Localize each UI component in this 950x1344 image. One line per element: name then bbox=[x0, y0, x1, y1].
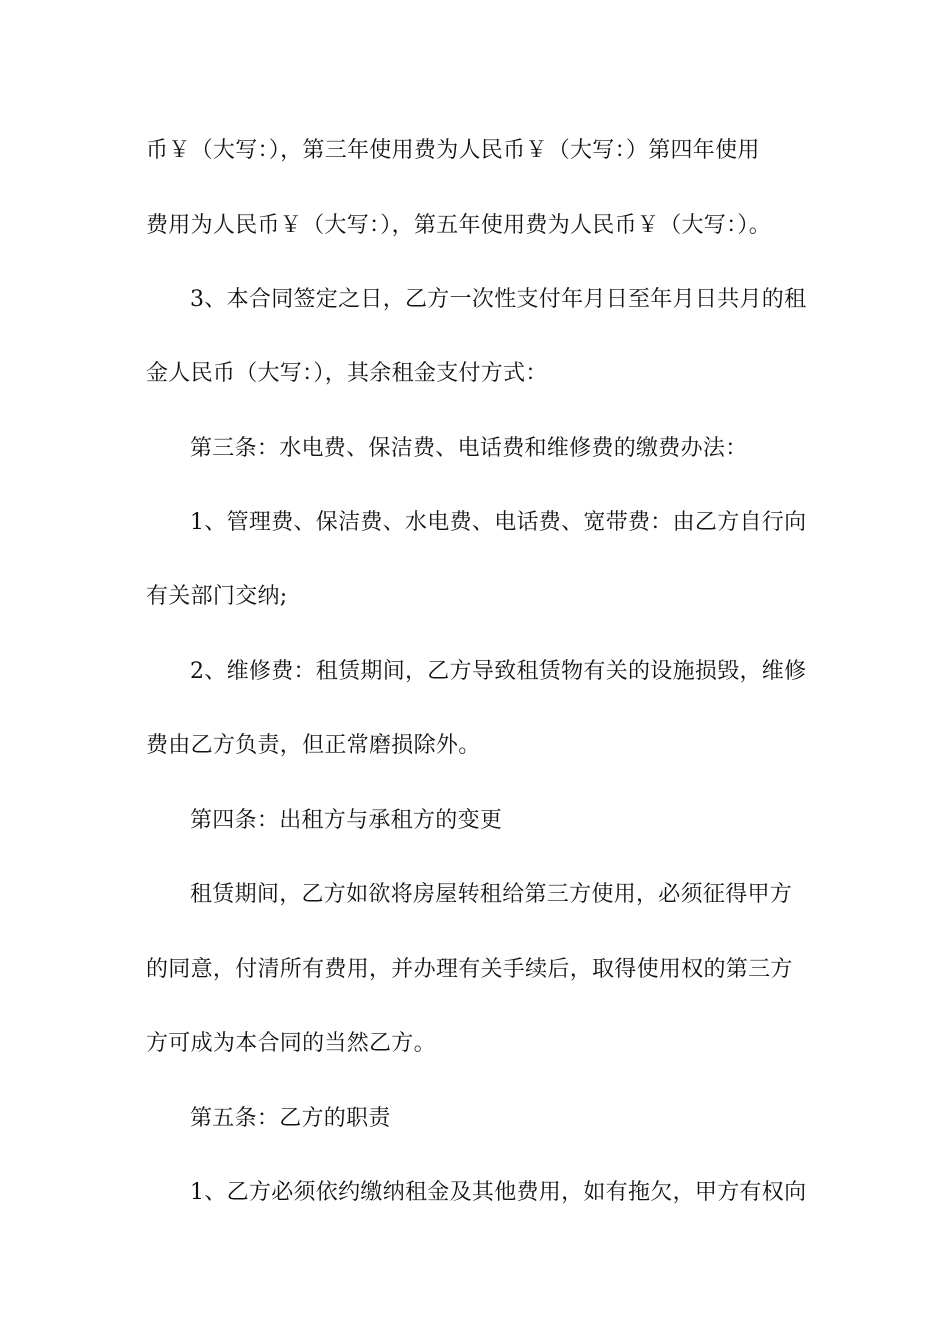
text-line-12: 的同意，付清所有费用，并办理有关手续后，取得使用权的第三方 bbox=[146, 957, 793, 982]
section-heading-3: 第三条：水电费、保洁费、电话费和维修费的缴费办法： bbox=[190, 436, 748, 461]
text-line-7: 有关部门交纳; bbox=[146, 584, 288, 609]
section-heading-5: 第五条：乙方的职责 bbox=[190, 1106, 391, 1131]
section-heading-4: 第四条：出租方与承租方的变更 bbox=[190, 808, 503, 833]
text-line-15: 1、乙方必须依约缴纳租金及其他费用，如有拖欠，甲方有权向 bbox=[190, 1180, 807, 1205]
text-line-13: 方可成为本合同的当然乙方。 bbox=[146, 1031, 436, 1056]
text-line-4: 金人民币（大写：），其余租金支付方式： bbox=[146, 361, 548, 386]
text-line-11: 租赁期间，乙方如欲将房屋转租给第三方使用，必须征得甲方 bbox=[190, 882, 793, 907]
text-line-2: 费用为人民币￥（大写：），第五年使用费为人民币￥（大写：）。 bbox=[146, 213, 772, 238]
text-line-9: 费由乙方负责，但正常磨损除外。 bbox=[146, 733, 481, 758]
text-line-1: 币￥（大写：），第三年使用费为人民币￥（大写：）第四年使用 bbox=[146, 138, 760, 163]
text-line-3: 3、本合同签定之日，乙方一次性支付年月日至年月日共月的租 bbox=[190, 287, 807, 312]
text-line-6: 1、管理费、保洁费、水电费、电话费、宽带费：由乙方自行向 bbox=[190, 510, 807, 535]
text-line-8: 2、维修费：租赁期间，乙方导致租赁物有关的设施损毁，维修 bbox=[190, 659, 807, 684]
